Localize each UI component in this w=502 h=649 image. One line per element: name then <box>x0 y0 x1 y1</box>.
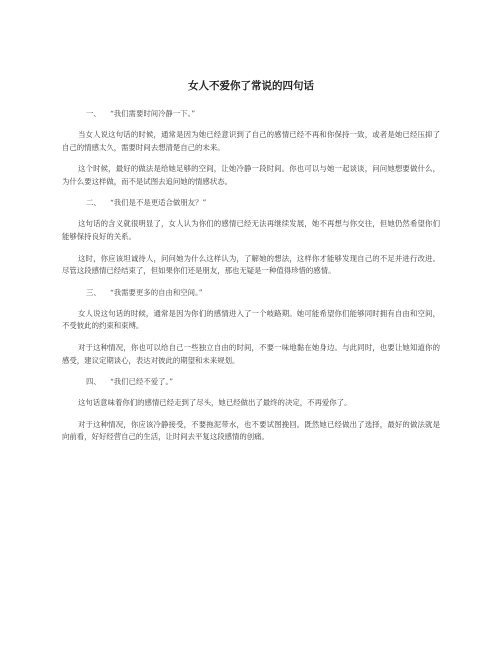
document-page <box>62 78 440 453</box>
document-title: 女人不爱你了常说的四句话 <box>188 80 314 92</box>
section-1 <box>62 108 440 188</box>
section-heading-text: “我们需要时间冷静一下。” <box>110 109 196 118</box>
section-4 <box>62 376 440 444</box>
section-3 <box>62 287 440 367</box>
paragraph: 这句话的含义就很明显了，女人认为你们的感情已经无法再继续发展，她不再想与你交往，但她仍然希望你们能够保持良好的关系。 <box>62 219 440 241</box>
paragraph: 对于这种情况，你也可以给自己一些独立自由的时间，不要一味地黏在她身边。与此同时，也要让她知道你的感受，建议定期谈心，表达对彼此的期望和未来规划。 <box>62 342 440 365</box>
paragraph: 这时，你应该坦诚待人，问问她为什么这样认为，了解她的想法，这样你才能够发现自己的不足并进行改进。尽管这段感情已经结束了，但如果你们还是朋友，那也无疑是一种值得珍惜的感情。 <box>62 253 440 276</box>
section-number: 一、 <box>86 109 101 118</box>
paragraph: 女人说这句话的时候，通常是因为你们的感情进入了一个岐路期。她可能希望你们能够同时拥有自由和空间，不受彼此的约束和束缚。 <box>62 308 440 331</box>
section-heading <box>86 108 440 120</box>
section-heading-text: “我们已经不爱了。” <box>110 377 173 387</box>
section-heading <box>86 376 440 388</box>
paragraph: 这句话意味着你们的感情已经走到了尽头，她已经做出了最终的决定，不再爱你了。 <box>78 398 352 408</box>
section-2 <box>62 197 440 277</box>
section-heading <box>86 287 440 299</box>
section-number: 三、 <box>86 287 101 297</box>
section-heading-text: “我们是不是更适合做朋友？” <box>110 198 207 208</box>
paragraph: 当女人说这句话的时候，通常是因为她已经意识到了自己的感情已经不再和你保持一致，或者是她已经压抑了自己的情感太久，需要时间去想清楚自己的未来。 <box>62 130 440 152</box>
paragraph: 这个时候，最好的做法是给她足够的空间，让她冷静一段时间。你也可以与她一起谈谈，问问她想要做什么，为什么要这样做，而不是试图去追问她的情感状态。 <box>62 164 440 186</box>
section-heading-text: “我需要更多的自由和空间。” <box>110 287 203 297</box>
section-number: 二、 <box>86 198 101 208</box>
section-heading <box>86 197 440 209</box>
paragraph: 对于这种情况，你应该冷静接受，不要拖泥带水，也不要试图挽回。既然她已经做出了选择，最好的做法就是向前看，好好经营自己的生活，让时间去平复这段感情的创痛。 <box>62 419 440 442</box>
section-number: 四、 <box>86 377 101 387</box>
